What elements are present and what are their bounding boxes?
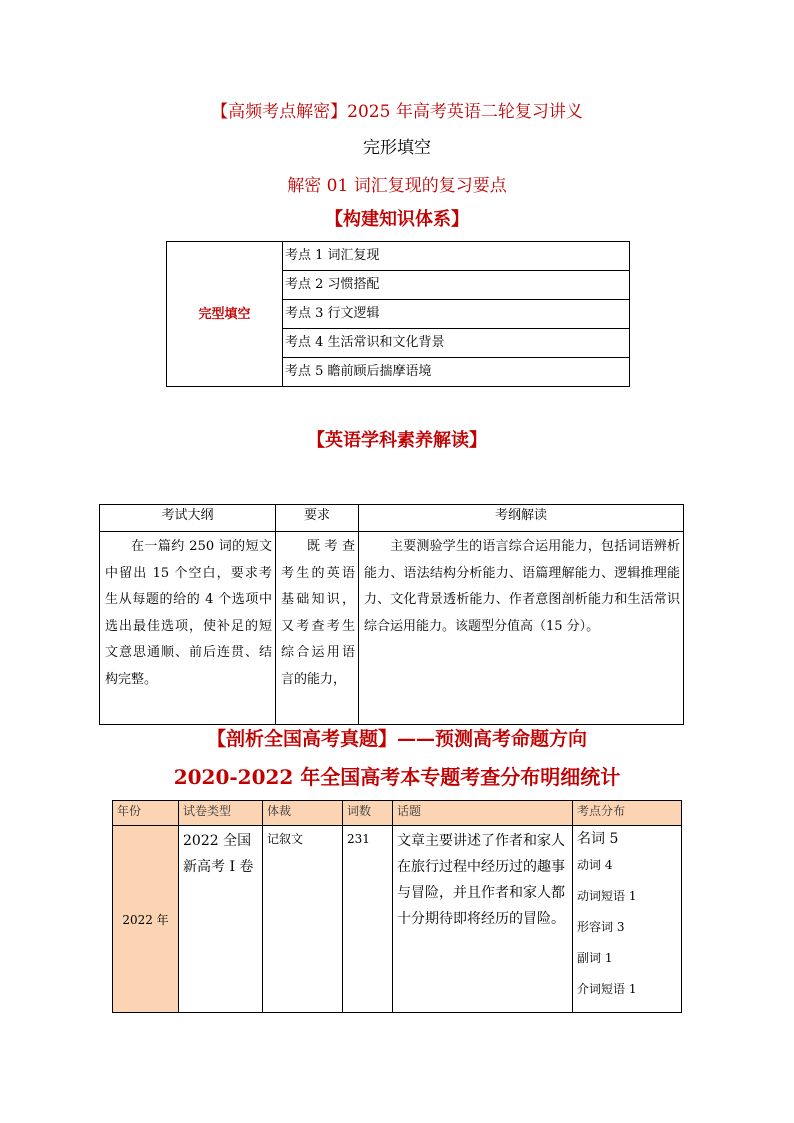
stats-paper: 2022 全国新高考 I 卷 (179, 826, 263, 1013)
knowledge-heading: 【构建知识体系】 (325, 209, 469, 230)
list-item: 形容词 3 (577, 920, 625, 934)
list-item: 副词 1 (577, 951, 613, 965)
list-item: 动词短语 1 (577, 889, 637, 903)
stats-year: 2022 年 (113, 826, 179, 1013)
stats-header-genre: 体裁 (263, 801, 343, 826)
literacy-interpretation-text: 主要测验学生的语言综合运用能力，包括词语辨析能力、语法结构分析能力、语篇理解能力、逻辑推理能力、文化背景透析能力、作者意图剖析能力和生活常识综合运用能力。该题型分值高（15 分）。 (364, 539, 680, 634)
stats-words: 231 (343, 826, 393, 1013)
list-item: 介词短语 1 (577, 982, 637, 996)
stats-header-points: 考点分布 (573, 801, 682, 826)
literacy-requirement-cell (276, 532, 359, 725)
stats-header-topic: 话题 (393, 801, 573, 826)
literacy-interpretation-cell (359, 532, 684, 725)
knowledge-point: 考点 4 生活常识和文化背景 (283, 329, 630, 358)
stats-header-year: 年份 (113, 801, 179, 826)
literacy-outline-text: 在一篇约 250 词的短文中留出 15 个空白，要求考生从每题的给的 4 个选项中选出最佳选项，使补足的短文意思通顺、前后连贯、结构完整。 (105, 539, 272, 687)
list-item: 名词 5 (577, 831, 619, 847)
stats-points (573, 826, 682, 1013)
document-title: 【高频考点解密】2025 年高考英语二轮复习讲义 (211, 102, 583, 122)
knowledge-table (166, 241, 630, 387)
stats-genre: 记叙文 (263, 826, 343, 1013)
knowledge-point: 考点 2 习惯搭配 (283, 271, 630, 300)
knowledge-point: 考点 1 词汇复现 (283, 242, 630, 271)
stats-topic: 文章主要讲述了作者和家人在旅行过程中经历过的趣事与冒险，并且作者和家人都十分期待即将经历的冒险。 (393, 826, 573, 1013)
stats-table (112, 800, 682, 1013)
knowledge-point: 考点 3 行文逻辑 (283, 300, 630, 329)
literacy-header-outline: 考试大纲 (100, 505, 276, 532)
literacy-heading: 【英语学科素养解读】 (307, 430, 487, 451)
literacy-outline-cell (100, 532, 276, 725)
stats-header-paper: 试卷类型 (179, 801, 263, 826)
knowledge-category: 完型填空 (167, 242, 283, 387)
list-item: 动词 4 (577, 858, 613, 872)
document-subtitle: 完形填空 (363, 138, 431, 158)
stats-heading: 2020-2022 年全国高考本专题考查分布明细统计 (173, 765, 621, 789)
literacy-header-interpretation: 考纲解读 (359, 505, 684, 532)
analysis-heading: 【剖析全国高考真题】——预测高考命题方向 (206, 728, 587, 750)
table-row (113, 826, 682, 1013)
section-title: 解密 01 词汇复现的复习要点 (287, 176, 507, 196)
stats-header-words: 词数 (343, 801, 393, 826)
literacy-requirement-text: 既考查考生的英语基础知识，又考查考生综合运用语言的能力， (281, 539, 355, 687)
literacy-header-requirement: 要求 (276, 505, 359, 532)
literacy-table (99, 504, 684, 725)
knowledge-point: 考点 5 瞻前顾后揣摩语境 (283, 358, 630, 387)
